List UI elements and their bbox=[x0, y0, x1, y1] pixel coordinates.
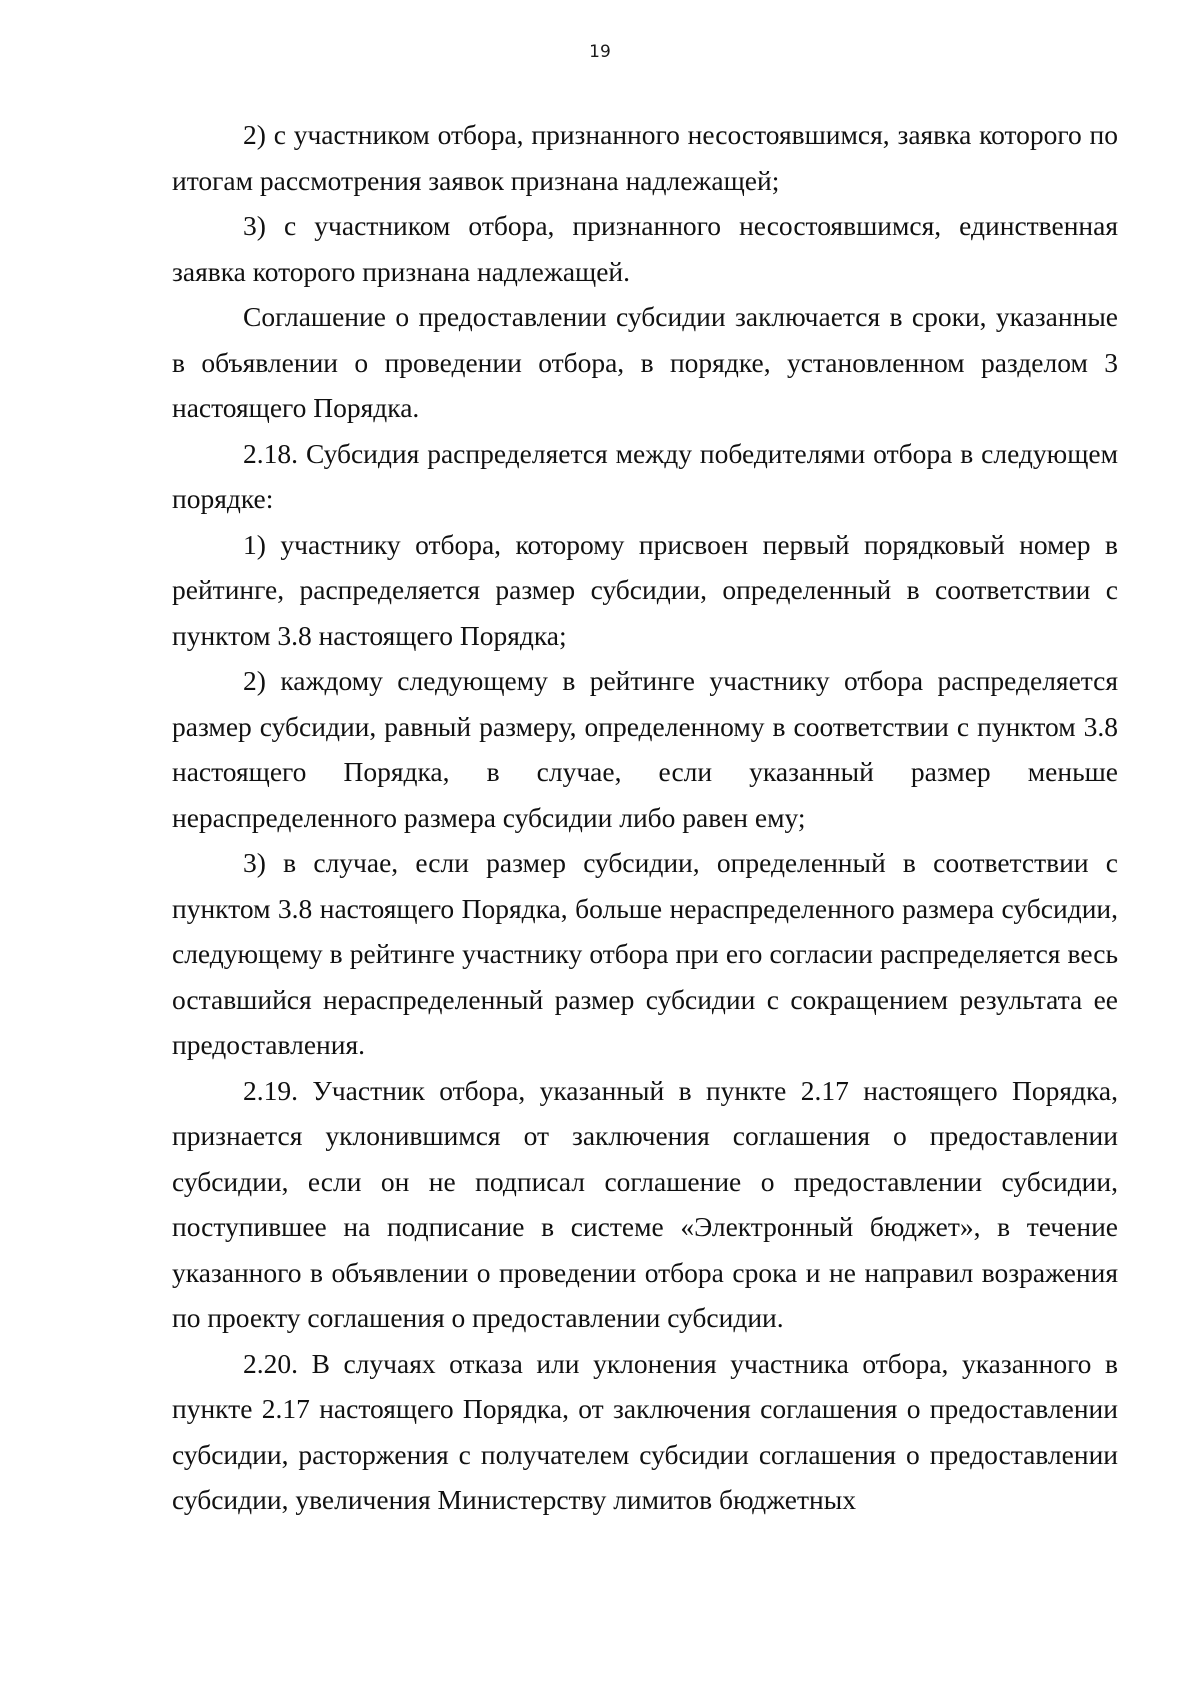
page-number: 19 bbox=[589, 42, 611, 62]
paragraph: 3) в случае, если размер субсидии, определенный в соответствии с пунктом 3.8 настоящего Порядка, больше нераспределенного размера субсидии, следующему в рейтинге участнику отбора при его согласии распределяется весь оставшийся нераспределенный размер субсидии с сокращением результата ее предоставления. bbox=[172, 847, 1118, 1060]
paragraph: 2.20. В случаях отказа или уклонения участника отбора, указанного в пункте 2.17 настоящего Порядка, от заключения соглашения о предоставлении субсидии, расторжения с получателем субсидии соглашения о предоставлении субсидии, увеличения Министерству лимитов бюджетных bbox=[172, 1347, 1118, 1515]
paragraph: 2.19. Участник отбора, указанный в пункте 2.17 настоящего Порядка, признается уклонившимся от заключения соглашения о предоставлении субсидии, если он не подписал соглашение о предоставлении субсидии, поступившее на подписание в системе «Электронный бюджет», в течение указанного в объявлении о проведении отбора срока и не направил возражения по проекту соглашения о предоставлении субсидии. bbox=[172, 1074, 1118, 1333]
paragraph: 2.18. Субсидия распределяется между победителями отбора в следующем порядке: bbox=[172, 437, 1118, 514]
paragraph: 2) каждому следующему в рейтинге участнику отбора распределяется размер субсидии, равный размеру, определенному в соответствии с пунктом 3.8 настоящего Порядка, в случае, если указанный размер меньше нераспределенного размера субсидии либо равен ему; bbox=[172, 665, 1118, 833]
paragraph: Соглашение о предоставлении субсидии заключается в сроки, указанные в объявлении о проведении отбора, в порядке, установленном разделом 3 настоящего Порядка. bbox=[172, 301, 1118, 423]
paragraph: 1) участнику отбора, которому присвоен первый порядковый номер в рейтинге, распределяется размер субсидии, определенный в соответствии с пунктом 3.8 настоящего Порядка; bbox=[172, 528, 1118, 651]
paragraph: 3) с участником отбора, признанного несостоявшимся, единственная заявка которого признана надлежащей. bbox=[172, 210, 1118, 287]
document-body bbox=[172, 112, 1118, 1523]
paragraph: 2) с участником отбора, признанного несостоявшимся, заявка которого по итогам рассмотрения заявок признана надлежащей; bbox=[172, 119, 1118, 196]
